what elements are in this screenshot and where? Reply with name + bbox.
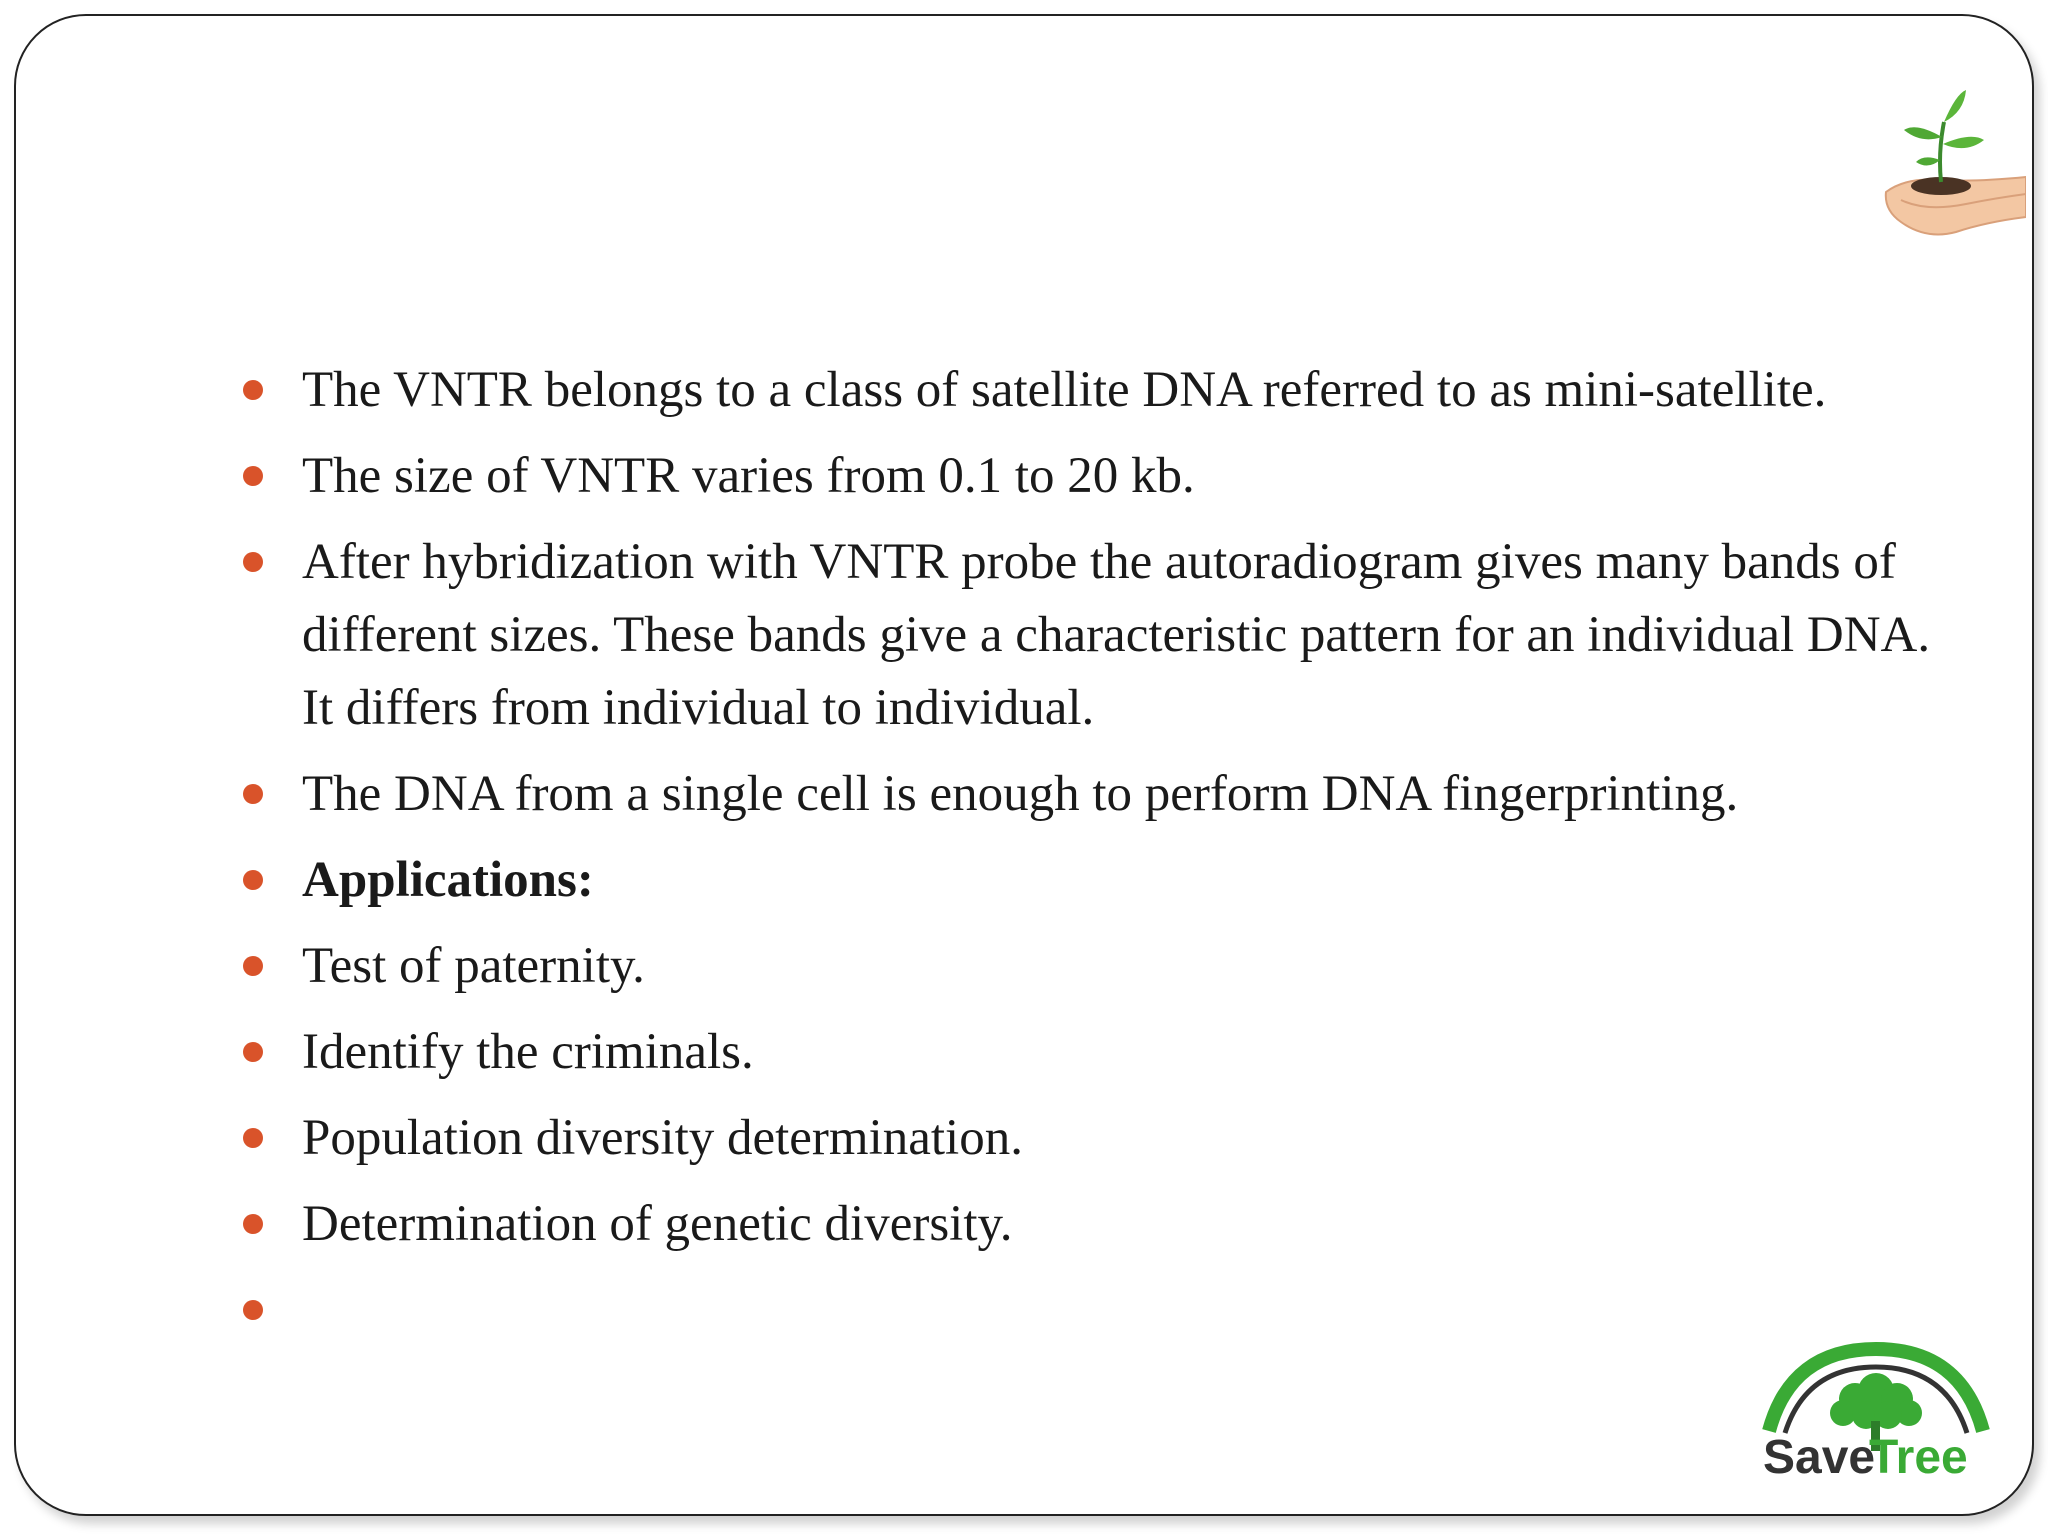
bullet-item: [242, 354, 1952, 427]
bullet-dot-icon: [243, 1128, 263, 1148]
bullet-item-heading: [242, 844, 1952, 917]
save-tree-logo: [1751, 1341, 2001, 1491]
bullet-text: The DNA from a single cell is enough to perform DNA fingerprinting.: [302, 766, 1739, 822]
bullet-item-empty: [242, 1274, 1952, 1347]
bullet-text: After hybridization with VNTR probe the autoradiogram gives many bands of different sizes. These bands give a characteristic pattern for an individual DNA. It differs from individual to individual.: [302, 534, 1931, 736]
bullet-item: [242, 758, 1952, 831]
plant-in-hands-icon: [1846, 82, 2026, 242]
bullet-list: [242, 354, 1952, 1360]
bullet-item: [242, 1102, 1952, 1175]
bullet-dot-icon: [243, 552, 263, 572]
bullet-item: [242, 440, 1952, 513]
bullet-item: [242, 1016, 1952, 1089]
slide: [14, 14, 2034, 1516]
applications-heading: Applications:: [302, 852, 594, 908]
bullet-text: Test of paternity.: [302, 938, 645, 994]
bullet-dot-icon: [243, 1300, 263, 1320]
bullet-dot-icon: [243, 1042, 263, 1062]
logo-word-tree: Tree: [1869, 1431, 1968, 1484]
bullet-dot-icon: [243, 870, 263, 890]
bullet-text: The size of VNTR varies from 0.1 to 20 kb.: [302, 448, 1195, 504]
bullet-dot-icon: [243, 466, 263, 486]
bullet-dot-icon: [243, 956, 263, 976]
bullet-item: [242, 526, 1952, 745]
bullet-dot-icon: [243, 784, 263, 804]
bullet-text: Identify the criminals.: [302, 1024, 754, 1080]
bullet-text: Determination of genetic diversity.: [302, 1196, 1013, 1252]
bullet-text: Population diversity determination.: [302, 1110, 1023, 1166]
bullet-dot-icon: [243, 380, 263, 400]
bullet-item: [242, 1188, 1952, 1261]
logo-word-save: Save: [1763, 1431, 1876, 1484]
bullet-dot-icon: [243, 1214, 263, 1234]
bullet-item: [242, 930, 1952, 1003]
bullet-text: The VNTR belongs to a class of satellite DNA referred to as mini-satellite.: [302, 362, 1827, 418]
